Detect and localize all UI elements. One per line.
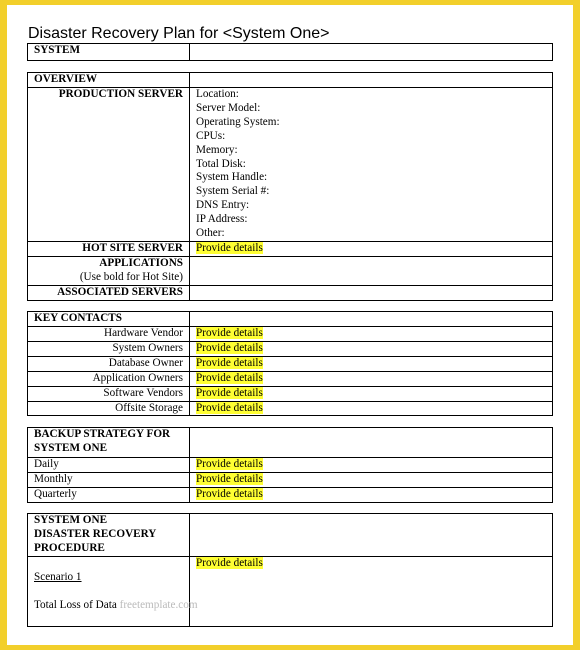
contact-value: Provide details <box>196 401 263 414</box>
hot-site-label: HOT SITE SERVER <box>28 241 190 256</box>
contact-value: Provide details <box>196 341 263 354</box>
applications-cell <box>28 256 190 285</box>
watermark: freetemplate.com <box>119 598 198 611</box>
contact-label: System Owners <box>28 341 190 356</box>
recovery-header-line2: DISASTER RECOVERY <box>34 527 157 540</box>
backup-value: Provide details <box>196 458 263 470</box>
backup-strategy-table <box>27 427 553 503</box>
backup-value: Provide details <box>196 487 263 500</box>
applications-value <box>190 256 553 285</box>
contact-value-cell <box>190 371 553 386</box>
recovery-header-line3: PROCEDURE <box>34 541 105 554</box>
backup-label: Daily <box>28 458 190 473</box>
contact-value-cell <box>190 356 553 371</box>
field-dns-entry: DNS Entry: <box>196 199 250 212</box>
key-contacts-header: KEY CONTACTS <box>28 312 190 327</box>
backup-header-value <box>190 428 553 458</box>
contact-value-cell <box>190 341 553 356</box>
field-location: Location: <box>196 88 239 100</box>
recovery-value-cell <box>190 557 553 627</box>
recovery-header-line1: SYSTEM ONE <box>34 514 108 526</box>
field-ip-address: IP Address: <box>196 213 248 226</box>
field-operating-system: Operating System: <box>196 115 280 128</box>
applications-note: (Use bold for Hot Site) <box>79 270 183 283</box>
backup-header-line1: BACKUP STRATEGY FOR <box>34 428 171 440</box>
key-contacts-header-value <box>190 312 553 327</box>
system-label: SYSTEM <box>28 44 190 61</box>
recovery-value: Provide details <box>196 557 263 569</box>
contact-label: Application Owners <box>28 371 190 386</box>
contact-label: Software Vendors <box>28 386 190 401</box>
recovery-header-value <box>190 514 553 557</box>
document-title: Disaster Recovery Plan for <System One> <box>28 25 330 42</box>
backup-label: Monthly <box>28 472 190 487</box>
scenario-label: Scenario 1 <box>34 571 82 583</box>
field-cpus: CPUs: <box>196 129 226 142</box>
backup-header-line2: SYSTEM ONE <box>34 441 108 454</box>
associated-servers-label: ASSOCIATED SERVERS <box>28 285 190 300</box>
contact-value: Provide details <box>196 356 263 369</box>
backup-value-cell <box>190 458 553 473</box>
contact-value: Provide details <box>196 386 263 399</box>
field-system-serial: System Serial #: <box>196 185 270 198</box>
scenario-detail: Total Loss of Data <box>34 598 117 611</box>
backup-value-cell <box>190 487 553 502</box>
document-page <box>7 5 573 645</box>
contact-value-cell <box>190 386 553 401</box>
scenario-detail-line <box>34 598 198 613</box>
field-memory: Memory: <box>196 143 238 156</box>
key-contacts-table <box>27 311 553 416</box>
field-other: Other: <box>196 227 225 240</box>
overview-table <box>27 72 553 301</box>
scenario-cell <box>28 557 198 627</box>
associated-servers-value <box>190 285 553 300</box>
field-server-model: Server Model: <box>196 101 261 114</box>
overview-header-value <box>190 73 553 88</box>
overview-header: OVERVIEW <box>28 73 190 88</box>
backup-header <box>28 428 190 458</box>
contact-value: Provide details <box>196 371 263 384</box>
recovery-procedure-table <box>27 513 553 627</box>
field-system-handle: System Handle: <box>196 171 268 184</box>
contact-value-cell <box>190 401 553 416</box>
hot-site-value: Provide details <box>196 241 263 254</box>
hot-site-value-cell <box>190 241 553 256</box>
backup-value: Provide details <box>196 472 263 485</box>
recovery-header <box>28 514 190 557</box>
backup-value-cell <box>190 472 553 487</box>
contact-label: Hardware Vendor <box>28 327 190 342</box>
applications-label: APPLICATIONS <box>99 256 183 269</box>
production-server-label: PRODUCTION SERVER <box>28 88 190 242</box>
contact-label: Offsite Storage <box>28 401 190 416</box>
system-value <box>190 44 553 61</box>
contact-value-cell <box>190 327 553 342</box>
backup-label: Quarterly <box>28 487 190 502</box>
system-table <box>27 43 553 61</box>
production-server-fields <box>190 88 553 242</box>
field-total-disk: Total Disk: <box>196 157 246 170</box>
contact-label: Database Owner <box>28 356 190 371</box>
contact-value: Provide details <box>196 327 263 339</box>
